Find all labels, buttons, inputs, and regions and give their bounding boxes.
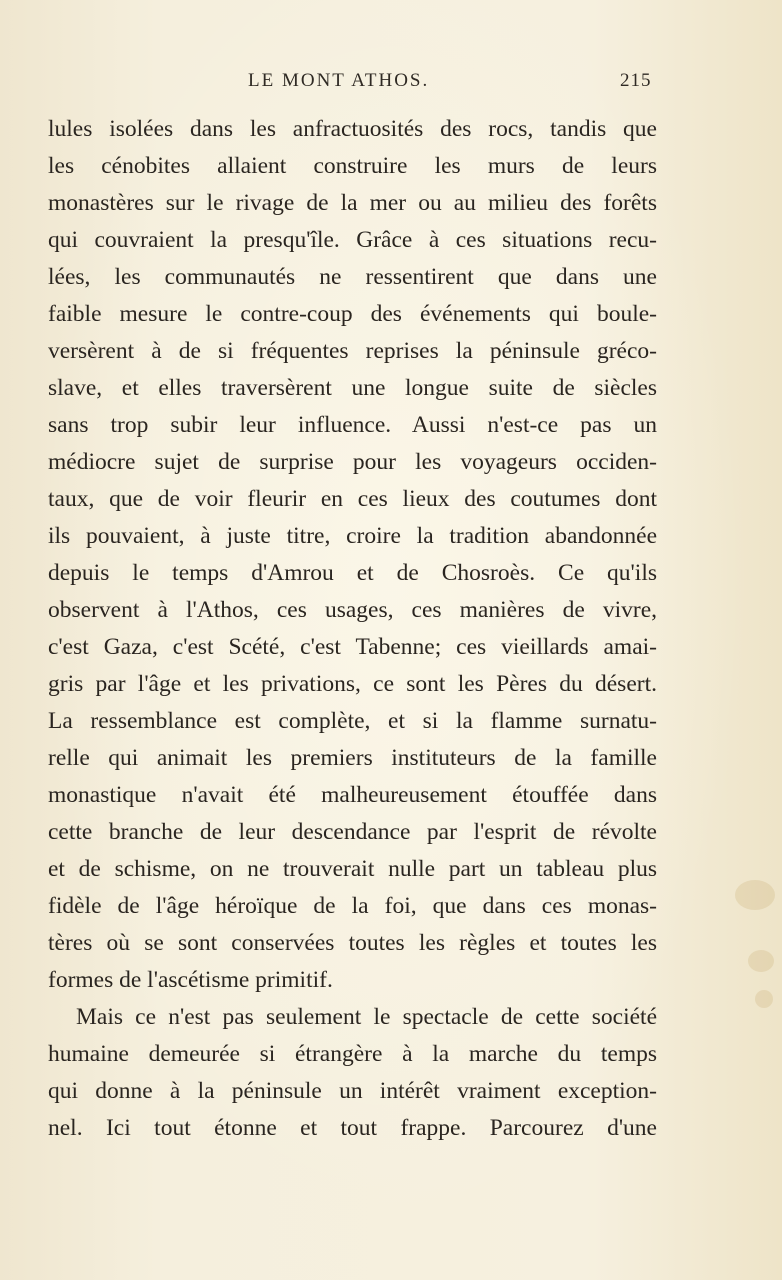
text-line: slave, et elles traversèrent une longue suite de siècles — [48, 375, 657, 401]
foxing-stain — [735, 880, 775, 910]
text-line: La ressemblance est complète, et si la flamme surnatu- — [48, 708, 657, 734]
text-line: depuis le temps d'Amrou et de Chosroès. Ce qu'ils — [48, 560, 657, 586]
text-line: c'est Gaza, c'est Scété, c'est Tabenne; ces vieillards amai- — [48, 634, 657, 660]
text-line: monastique n'avait été malheureusement étouffée dans — [48, 782, 657, 808]
text-line: qui donne à la péninsule un intérêt vraiment exception- — [48, 1078, 657, 1104]
text-line: humaine demeurée si étrangère à la marche du temps — [48, 1041, 657, 1067]
text-line: taux, que de voir fleurir en ces lieux des coutumes dont — [48, 486, 657, 512]
text-line: faible mesure le contre-coup des événements qui boule- — [48, 301, 657, 327]
text-line: fidèle de l'âge héroïque de la foi, que dans ces monas- — [48, 893, 657, 919]
text-line: monastères sur le rivage de la mer ou au milieu des forêts — [48, 190, 657, 216]
text-line: relle qui animait les premiers instituteurs de la famille — [48, 745, 657, 771]
foxing-stain — [748, 950, 774, 972]
text-line: gris par l'âge et les privations, ce sont les Pères du désert. — [48, 671, 657, 697]
text-line: tères où se sont conservées toutes les règles et toutes les — [48, 930, 657, 956]
text-line: qui couvraient la presqu'île. Grâce à ces situations recu- — [48, 227, 657, 253]
text-line: Mais ce n'est pas seulement le spectacle de cette société — [76, 1004, 657, 1030]
paragraph — [48, 111, 657, 999]
text-line: médiocre sujet de surprise pour les voyageurs occiden- — [48, 449, 657, 475]
page-header — [0, 70, 782, 100]
text-line: formes de l'ascétisme primitif. — [48, 967, 333, 993]
text-line: nel. Ici tout étonne et tout frappe. Parcourez d'une — [48, 1115, 657, 1141]
text-line: ils pouvaient, à juste titre, croire la tradition abandonnée — [48, 523, 657, 549]
text-line: observent à l'Athos, ces usages, ces manières de vivre, — [48, 597, 657, 623]
text-line: versèrent à de si fréquentes reprises la péninsule gréco- — [48, 338, 657, 364]
paragraph — [48, 999, 657, 1147]
foxing-stain — [755, 990, 773, 1008]
text-line: les cénobites allaient construire les murs de leurs — [48, 153, 657, 179]
page-number: 215 — [620, 70, 652, 91]
text-line: lules isolées dans les anfractuosités des rocs, tandis que — [48, 116, 657, 142]
text-line: lées, les communautés ne ressentirent que dans une — [48, 264, 657, 290]
running-title: LE MONT ATHOS. — [248, 70, 430, 91]
text-line: cette branche de leur descendance par l'esprit de révolte — [48, 819, 657, 845]
text-line: sans trop subir leur influence. Aussi n'est-ce pas un — [48, 412, 657, 438]
text-line: et de schisme, on ne trouverait nulle part un tableau plus — [48, 856, 657, 882]
body-text — [48, 111, 657, 1147]
